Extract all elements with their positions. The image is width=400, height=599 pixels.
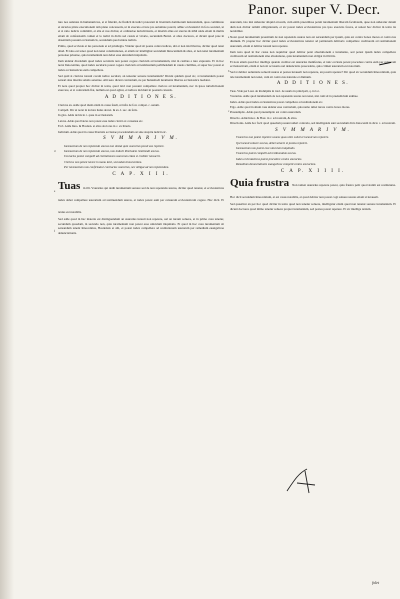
running-head: Panor. super V. Decr. xyxy=(248,2,381,18)
catchword: folet xyxy=(372,580,380,585)
left-lead-paragraph xyxy=(58,180,224,216)
left-body-paragraph: Sed quid si clericus iurauit coram iudice seculari, an teneatur seruare iuramentum? Dicunt quidam quod sic, si iuramentum potest seruari sine interitu salutis aeternae. Alii uero dicunt contrarium, ne per huiusmodi iuramenta libertas ecclesiastica laedatur. xyxy=(58,73,224,83)
left-column xyxy=(58,20,224,237)
right-column xyxy=(230,20,396,212)
right-lead-word: Quia frustra xyxy=(230,177,290,190)
right-summarium-item: Vsurarius potest compelli ad restituendum usuras. xyxy=(236,151,297,156)
left-body-paragraph: Item uidetur dicendum quod iudex secularis non potest cogere clericum ad iuramentum, nisi in casibus a iure expressis. Et in hoc notat Innocentius, quod iudex secularis potest cogere clericum ad testimonium perhibendum in causis ciuilibus, et super hoc potest et iudex ecclesiasticus eum compellere. xyxy=(58,58,224,72)
right-additiones-heading: A D D I T I O N E S. xyxy=(276,81,350,87)
left-additio-item: Clericus an. Adde quod idem etiam in causa feudi, ut infra de foro compet. c. uerum. xyxy=(58,102,160,107)
right-body-paragraph: usurarum, isto nisi uideretur aliquid errorem, cum enim praestitisse potuit iuramentum liberam facultatem, quae non uideretur datum dum non dicitur remitti obligationem, et sic potest iudex ecclesiasticus pro ipso executio facere, et ualeat hoc dicitur in textu ita notabiliter. xyxy=(230,20,396,34)
margin-note: a xyxy=(228,36,230,39)
margin-note: c xyxy=(228,110,230,113)
right-body-paragraph: Et nota etiam quod hoc intellige quando creditor est usurarius manifestus, et tunc ecclesia potest procedere contra eum per censuram ecclesiasticam, etiam si non sit accusatio uel denunciatio praecedens, quia crimen usurarum est notorium. xyxy=(230,59,396,69)
left-summarium-item: Usurarius potest compelli ad restitutionem usurarum etiam si creditor iurauerit. xyxy=(64,154,161,159)
right-body-paragraph: Sed si debitor uoluntarie soluerit usuras et postea iurauerit non repetere, an possit repetere? Dic quod sic secundum Innocentium, quia tale iuramentum non tenet, cum sit contra ius naturale et diuinum. xyxy=(230,69,396,79)
left-lead-text: in illi. Vsurarius qui dedit iuramentum seruare sed de non repetendo usuras, dicitur quod tenetur, et ecclesiasticus iudex debet compellere usurarium ad restituendum usuras, et iudex potest eum per censuram ecclesiasticam cogere. Hoc dicit. Et textus est notabilis. xyxy=(58,186,224,215)
left-additio-item: In glos. Adde de his in c. quae in ecclesiarum. xyxy=(58,113,114,118)
right-summarium-item: Iuramentum non potest esse uinculum iniquitatis. xyxy=(236,145,296,150)
right-additio-item: Ergo. Adde quod in alium casu uidetur esse contrarium, quia nemo debet iurare contra bonos mores. xyxy=(230,104,351,109)
left-summarium-item: Iuramentum de non repetendo usuras, non inducit libertatem remittendi usuras. xyxy=(64,148,160,153)
margin-note: e xyxy=(54,190,56,193)
right-body-paragraph: Notat quod iuramentum praestitum de non repetendo usuras non est seruandum per ipsum, quia est contra bonos mores et contra ius diuinum. Et propter hoc dicitur quod iudex ecclesiasticus tenetur ad petitionem debitoris compellere creditorem ad restitutionem usurarum, etiam si debitor iurauit non repetere. xyxy=(230,34,396,48)
right-tail-paragraph: Sed quaeritur an per hoc quod dicitur in textu quod non tenetur soluere, intelligatur etiam quod non tenetur seruare iuramentum. Et dicunt doctores quod immo tenetur soluere propter iuramentum, sed postea potest repetere. Et sic intellige textum. xyxy=(230,202,396,211)
left-chapter-heading: C A P. X I I I. xyxy=(112,171,170,177)
left-tail-paragraph: Sed adde quod in hac materia est distinguendum an usurarius iurauit non repetere, uel an iurauit soluere, et in primo casu tenetur, secundum quosdam, in secundo non, quia iuramentum non potest esse uinculum iniquitatis. Et quod in hoc casu iuramentum sit seruandum tenent Innocentius, Hostiensis et alii, et potest iudex compellere ad restitutionem usurarum per remedium euangelicae denunciationis. xyxy=(58,217,224,235)
left-additiones-heading: A D D I T I O N E S. xyxy=(104,94,178,100)
right-additio-item: Directio. Adde Innoc. & Host. in c. ad nostram, & alios. xyxy=(230,115,298,120)
left-additio-item: Compell. Dic ut notat in lectura huius decret. & ex. I. sec. de feris. xyxy=(58,107,138,112)
margin-note: f xyxy=(54,230,55,233)
right-lead-text: Non tamen usurarius repetere potest, quia frustra petit quod statim est restituturus. Hoc dicit secundum Innocentium, et est casus notabilis, et quod debitor non potest cogi soluere usuras etiam si iurauerit. xyxy=(230,183,396,200)
left-body-paragraph: Primo, quod ecclesia et ius personale et ad priuilegia. Videtur quod sit poena contra iudices, ubi et non nisi libertas, dicitur quod tenet aliud. Et ideo est tenor quod non tenet constitutiones, et etiam sic intelligitur secundum Innocentium & alios, et non tenet iuramentum personae priuatae, quia iuramentum non debet esse uinculum iniquitatis. xyxy=(58,43,224,58)
right-body-paragraph: Item nota quod in hac causa non requiritur quod debitor petat absolutionem a iuramento, sed potest ipsum iudex compellere creditorem ad restitutionem sine absolutione, quia iuramentum non obligat in illicitis. xyxy=(230,49,396,59)
left-additio-item: Eccl. Adde Inno. & Hostien. et alios doctores in c. ex litteris. xyxy=(58,124,131,129)
left-lead-word: Tuas xyxy=(58,180,81,193)
right-lead-paragraph xyxy=(230,177,396,201)
right-summarium-heading: S V M M A R I V M. xyxy=(275,127,351,133)
left-additio-item: Laicus. Adde quod laicus non potest esse iudex clerici ex consensu etc. xyxy=(58,118,144,123)
left-body-paragraph: Et nota quod propter hoc dicitur in textu, quod laici non possunt compellere clericos ad iuramentum, nec in ipsos iurisdictionem exercere, et si contrarium fiat, nullum est quod agitur, et iudices incidunt in poenam canonis. xyxy=(58,83,224,93)
binding-shadow xyxy=(0,0,14,599)
margin-note: d xyxy=(54,150,56,153)
right-additio-item: Praesumptio. Adde quod praesumptio est contra usurarium. xyxy=(230,110,302,115)
left-summarium-item: Clericus non potest iurare in manu laici, secundum Innocentium. xyxy=(64,159,143,164)
right-summarium-item: Vsurarius non potest repetere usuras quas ultro soluit et iurauit non repetere. xyxy=(236,135,329,140)
right-additio-item: Vsurarius. Adde quod iuramentum de non repetendo usuras non tenet, nisi cum sit in praeiudicium animae. xyxy=(230,94,359,99)
left-body-paragraph: iuro nos ualentes in humanum ius, et si fiderint, de fiudicii & iudici protestati in licentiam dominorum iusiurandum, quos commissio et uicarios piiste executionem tam plene concesseris, ut in executo et iure pro uoluntate poterit, adhuc ecclesiastici in foro seculari, ut et si ratio iudicis committit, et alia et nos dicitur, et ordinariae iurisdictionis, et interim alius est stercus & nihil unde etiam in multis etiam ab confessionib. tamen et lo iudici in dictis uel causis et vicario, secundum Bartol. et alios doctores, et dicunt quod prae in absentiam possunt ecclesiasticis, secundum quod uidere iudicis. xyxy=(58,20,224,43)
left-summarium-item: Per iuramentum non confirmatur contractus usurarius, nec obligat ad non repetendum. xyxy=(64,165,170,170)
right-additio-item: Iudex. Adde quod iudex ecclesiasticus potest compellere ad restitutionem etc. xyxy=(230,99,324,104)
right-additio-item: Directionis. Adde hoc facit quod quaedam possunt uideri contraria, sed intelligenda sunt secundum dicta Innocentii in dicto c. ad nostram. xyxy=(230,121,396,126)
right-summarium-item: Iudex ecclesiasticus potest procedere contra usurarios. xyxy=(236,156,303,161)
handwritten-annotation xyxy=(285,465,325,495)
left-summarium-item: Iuramentum de non repetendo usuras non obstat quin usurarius possit eas repetere. xyxy=(64,143,165,148)
left-summarium-heading: S V M M A R I V M. xyxy=(103,135,179,141)
right-summarium-item: Qui iurauit soluere usuras, debet soluere et postea repetere. xyxy=(236,140,308,145)
left-additio-item: Iudicium. Adde quod in causa libertatis ecclesiae procedendum est sine strepitu iudicii etc. xyxy=(58,129,167,134)
right-chapter-heading: C A P. X I I I I. xyxy=(280,168,346,174)
margin-note: b xyxy=(228,70,230,73)
right-additio-item: Tuas. Vide per Laur. de Rodulphis in tract. de usuris in principali, q. in loc. xyxy=(230,88,320,93)
right-summarium-item: Remedium denunciationis euangelicae competit contra usurarium. xyxy=(236,162,316,167)
